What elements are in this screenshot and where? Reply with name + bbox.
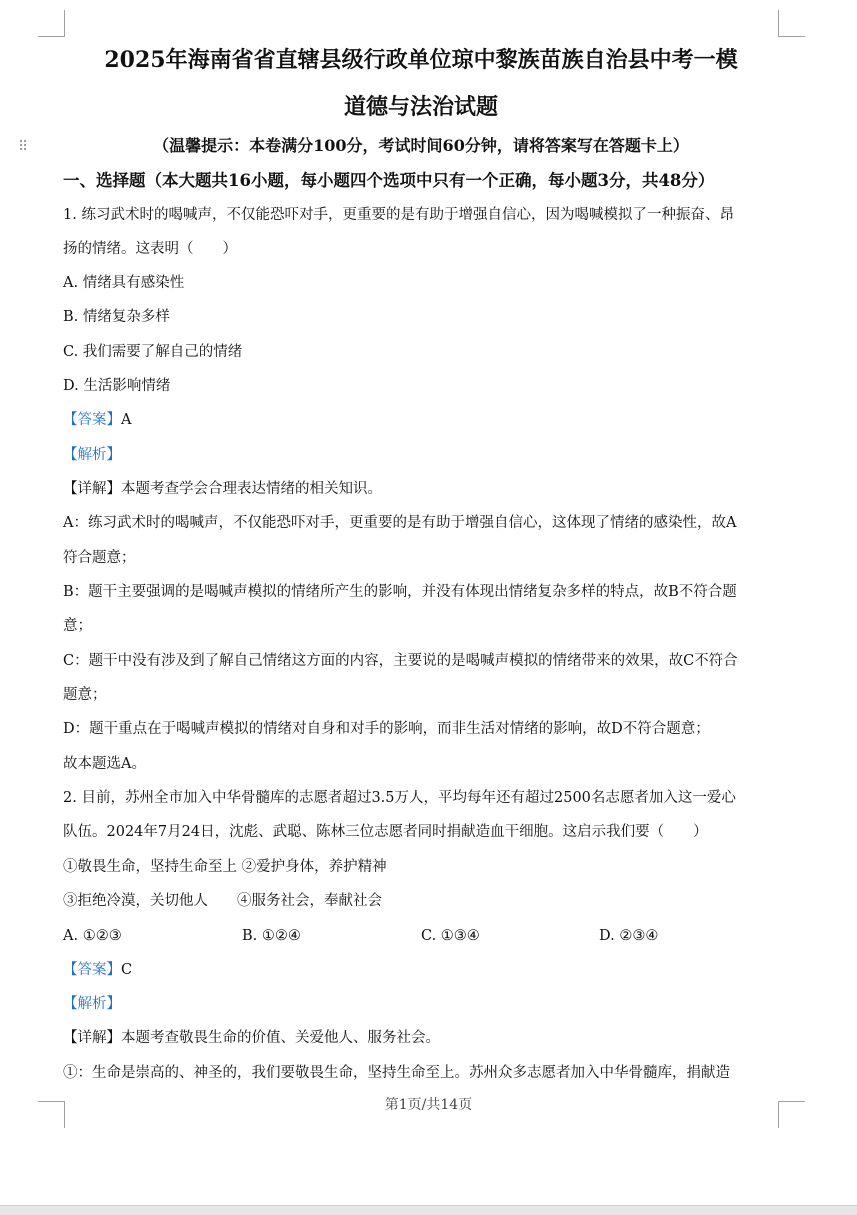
q2-option-a: A. ①②③	[63, 928, 122, 944]
q1-option-b: B. 情绪复杂多样	[63, 309, 170, 325]
q2-options	[63, 925, 783, 947]
q2-items-1-2: ①敬畏生命，坚持生命至上 ②爱护身体，养护精神	[63, 859, 387, 875]
q1-analysis-b-line2: 意；	[63, 618, 92, 634]
crop-mark-top-left	[38, 10, 65, 37]
doc-title-line2: 道德与法治试题	[343, 94, 498, 120]
section-heading: 一、选择题（本大题共16小题，每小题四个选项中只有一个正确，每小题3分，共48分）	[63, 171, 715, 190]
doc-title-line1: 2025年海南省省直辖县级行政单位琼中黎族苗族自治县中考一模	[104, 47, 738, 73]
q2-option-b: B. ①②④	[242, 928, 301, 944]
q1-final: 故本题选A。	[63, 756, 146, 772]
q2-items-3-4: ③拒绝冷漠，关切他人 ④服务社会，奉献社会	[63, 893, 382, 909]
page-number-footer: 第1页/共14页	[384, 1097, 473, 1113]
q2-detail: 【详解】本题考查敬畏生命的价值、关爱他人、服务社会。	[63, 1030, 440, 1046]
q1-analysis-a-line1: A：练习武术时的喝喊声，不仅能恐吓对手，更重要的是有助于增强自信心，这体现了情绪的感染性，故A	[63, 515, 737, 531]
crop-mark-top-right	[778, 10, 805, 37]
q2-analysis-1: ①：生命是崇高的、神圣的，我们要敬畏生命，坚持生命至上。苏州众多志愿者加入中华骨髓库，捐献造	[63, 1065, 730, 1081]
q2-option-c: C. ①③④	[421, 928, 480, 944]
answer-tag: 【答案】	[63, 412, 121, 428]
q1-analysis-c-line1: C：题干中没有涉及到了解自己情绪这方面的内容，主要说的是喝喊声模拟的情绪带来的效果，故C不符合	[63, 653, 738, 669]
q1-detail: 【详解】本题考查学会合理表达情绪的相关知识。	[63, 481, 382, 497]
q1-option-a: A. 情绪具有感染性	[63, 275, 185, 291]
q1-stem-line2: 扬的情绪。这表明（ ）	[63, 241, 237, 257]
doc-hint: （温馨提示：本卷满分100分，考试时间60分钟，请将答案写在答题卡上）	[153, 136, 689, 155]
q1-option-c: C. 我们需要了解自己的情绪	[63, 344, 243, 360]
q2-stem-line2: 队伍。2024年7月24日，沈彪、武聪、陈林三位志愿者同时捐献造血干细胞。这启示我们要（ ）	[63, 824, 708, 840]
q1-answer	[63, 409, 783, 431]
q1-stem-line1: 1. 练习武术时的喝喊声，不仅能恐吓对手，更重要的是有助于增强自信心，因为喝喊模拟了一种振奋、昂	[63, 207, 734, 223]
q1-analysis-tag: 【解析】	[63, 447, 121, 463]
q2-analysis-tag: 【解析】	[63, 996, 121, 1012]
q2-stem-line1: 2. 目前，苏州全市加入中华骨髓库的志愿者超过3.5万人，平均每年还有超过2500名志愿者加入这一爱心	[63, 790, 736, 806]
q1-analysis-d-line1: D：题干重点在于喝喊声模拟的情绪对自身和对手的影响，而非生活对情绪的影响，故D不符合题意；	[63, 721, 710, 737]
answer-value: A	[121, 412, 132, 428]
q1-analysis-a-line2: 符合题意；	[63, 550, 136, 566]
answer-value: C	[121, 962, 133, 978]
q1-option-d: D. 生活影响情绪	[63, 378, 171, 394]
q2-answer	[63, 959, 783, 981]
q2-option-d: D. ②③④	[599, 928, 659, 944]
answer-tag: 【答案】	[63, 962, 121, 978]
drag-handle-icon[interactable]: ⠿	[18, 139, 29, 155]
q1-analysis-c-line2: 题意；	[63, 687, 107, 703]
q1-analysis-b-line1: B：题干主要强调的是喝喊声模拟的情绪所产生的影响，并没有体现出情绪复杂多样的特点，故B不符合题	[63, 584, 737, 600]
